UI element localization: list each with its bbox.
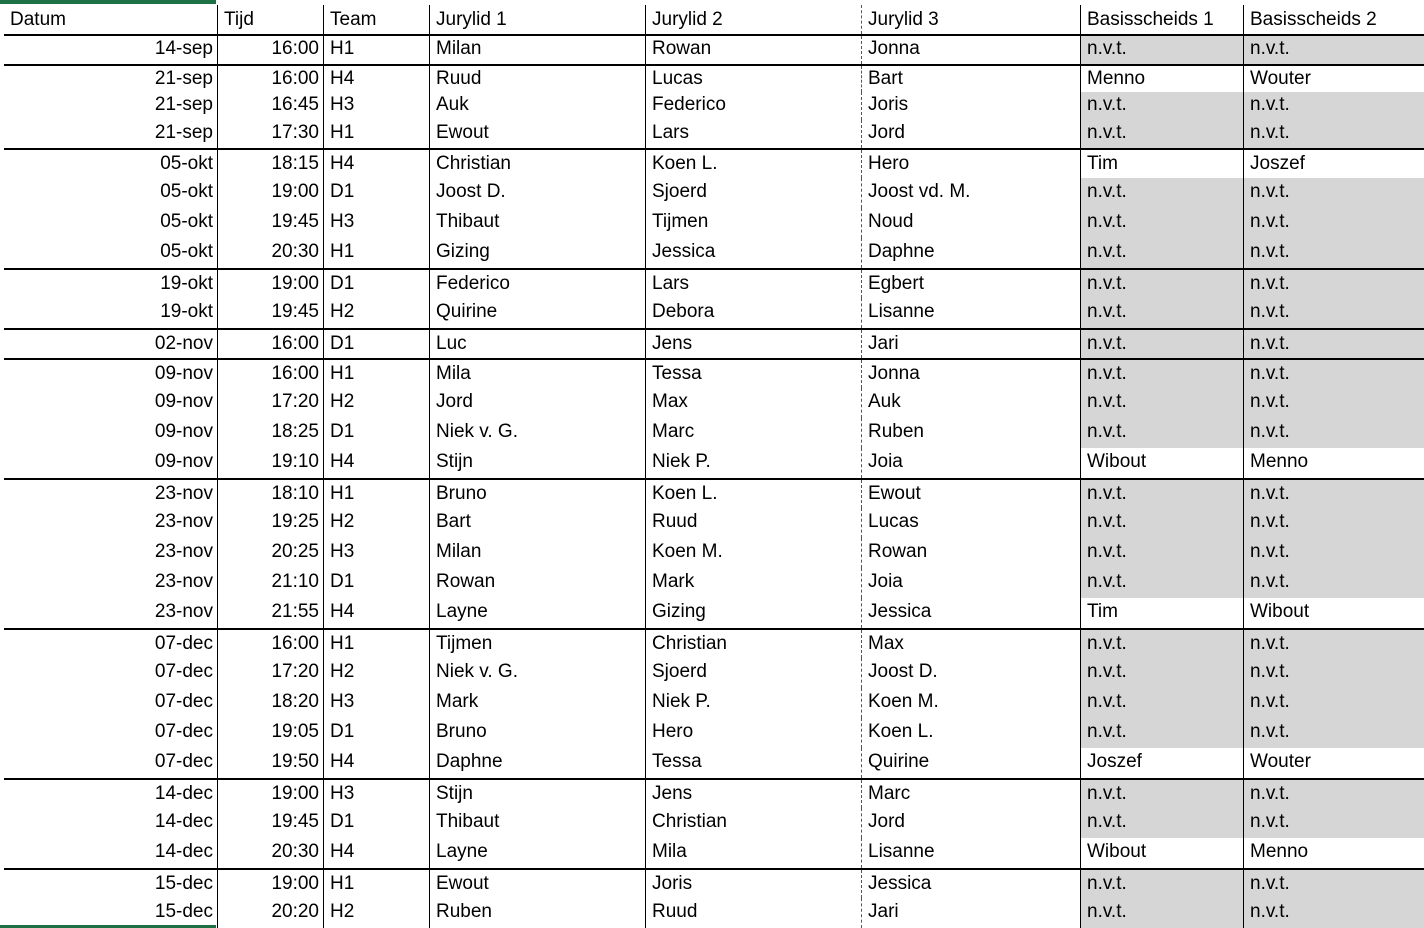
cell-datum[interactable]: 09-nov: [4, 360, 218, 388]
cell-basisscheids-2[interactable]: n.v.t.: [1244, 92, 1424, 120]
cell-basisscheids-1[interactable]: Tim: [1081, 150, 1244, 178]
cell-tijd[interactable]: 19:45: [218, 808, 324, 838]
cell-team[interactable]: H2: [324, 508, 430, 538]
cell-jurylid-1[interactable]: Joost D.: [430, 178, 646, 208]
cell-jurylid-1[interactable]: Bart: [430, 508, 646, 538]
cell-jurylid-1[interactable]: Stijn: [430, 448, 646, 478]
table-row: [4, 358, 1424, 388]
cell-jurylid-3[interactable]: Egbert: [862, 270, 1081, 298]
cell-datum[interactable]: 21-sep: [4, 66, 218, 92]
cell-basisscheids-2[interactable]: n.v.t.: [1244, 298, 1424, 328]
cell-basisscheids-1[interactable]: n.v.t.: [1081, 780, 1244, 808]
cell-basisscheids-2[interactable]: n.v.t.: [1244, 388, 1424, 418]
cell-jurylid-1[interactable]: Mila: [430, 360, 646, 388]
column-header-team[interactable]: Team: [324, 5, 430, 34]
cell-datum[interactable]: 07-dec: [4, 748, 218, 778]
table-row: [4, 178, 1424, 208]
cell-tijd[interactable]: 16:00: [218, 360, 324, 388]
cell-basisscheids-2[interactable]: n.v.t.: [1244, 718, 1424, 748]
cell-jurylid-2[interactable]: Tessa: [646, 360, 862, 388]
cell-basisscheids-2[interactable]: n.v.t.: [1244, 870, 1424, 898]
cell-datum[interactable]: 23-nov: [4, 538, 218, 568]
cell-jurylid-1[interactable]: Jord: [430, 388, 646, 418]
cell-team[interactable]: D1: [324, 568, 430, 598]
cell-jurylid-3[interactable]: Ruben: [862, 418, 1081, 448]
cell-jurylid-2[interactable]: Koen M.: [646, 538, 862, 568]
cell-tijd[interactable]: 21:55: [218, 598, 324, 628]
cell-datum[interactable]: 07-dec: [4, 630, 218, 658]
cell-team[interactable]: H1: [324, 360, 430, 388]
cell-team[interactable]: H3: [324, 688, 430, 718]
cell-jurylid-2[interactable]: Hero: [646, 718, 862, 748]
cell-jurylid-3[interactable]: Joia: [862, 568, 1081, 598]
cell-datum[interactable]: 19-okt: [4, 298, 218, 328]
cell-tijd[interactable]: 19:00: [218, 870, 324, 898]
cell-datum[interactable]: 05-okt: [4, 238, 218, 268]
cell-jurylid-2[interactable]: Christian: [646, 630, 862, 658]
cell-basisscheids-1[interactable]: n.v.t.: [1081, 508, 1244, 538]
cell-jurylid-3[interactable]: Koen L.: [862, 718, 1081, 748]
cell-team[interactable]: H4: [324, 66, 430, 92]
table-row: [4, 208, 1424, 238]
cell-basisscheids-2[interactable]: Wouter: [1250, 68, 1311, 89]
cell-basisscheids-2[interactable]: Joszef: [1250, 153, 1305, 174]
cell-team[interactable]: H4: [324, 448, 430, 478]
cell-basisscheids-2[interactable]: n.v.t.: [1244, 780, 1424, 808]
table-row: [4, 748, 1424, 778]
cell-jurylid-2[interactable]: Federico: [646, 92, 862, 120]
table-row: [4, 64, 1424, 92]
table-row: [4, 298, 1424, 328]
active-cell-indicator: [0, 0, 216, 4]
cell-jurylid-1[interactable]: Gizing: [430, 238, 646, 268]
cell-basisscheids-2[interactable]: n.v.t.: [1244, 120, 1424, 148]
cell-basisscheids-1[interactable]: n.v.t.: [1081, 568, 1244, 598]
cell-basisscheids-1[interactable]: n.v.t.: [1081, 208, 1244, 238]
cell-basisscheids-1[interactable]: n.v.t.: [1081, 538, 1244, 568]
cell-basisscheids-2[interactable]: n.v.t.: [1244, 480, 1424, 508]
cell-jurylid-2[interactable]: Niek P.: [646, 448, 862, 478]
cell-basisscheids-1[interactable]: n.v.t.: [1081, 270, 1244, 298]
cell-basisscheids-1[interactable]: n.v.t.: [1081, 238, 1244, 268]
cell-datum[interactable]: 05-okt: [4, 178, 218, 208]
cell-jurylid-2[interactable]: Sjoerd: [646, 178, 862, 208]
table-row: [4, 658, 1424, 688]
cell-tijd[interactable]: 19:45: [218, 208, 324, 238]
cell-jurylid-2[interactable]: Max: [646, 388, 862, 418]
cell-jurylid-1[interactable]: Quirine: [430, 298, 646, 328]
cell-basisscheids-2[interactable]: Menno: [1250, 451, 1309, 472]
cell-datum[interactable]: 14-dec: [4, 780, 218, 808]
column-header-j2[interactable]: Jurylid 2: [646, 5, 862, 34]
cell-jurylid-1[interactable]: Layne: [430, 598, 646, 628]
cell-basisscheids-2[interactable]: Menno: [1250, 841, 1309, 862]
cell-tijd[interactable]: 20:30: [218, 238, 324, 268]
cell-basisscheids-2[interactable]: n.v.t.: [1244, 538, 1424, 568]
table-row: [4, 808, 1424, 838]
cell-team[interactable]: H3: [324, 92, 430, 120]
cell-team[interactable]: H4: [324, 150, 430, 178]
cell-datum[interactable]: 05-okt: [4, 150, 218, 178]
cell-basisscheids-1[interactable]: n.v.t.: [1081, 688, 1244, 718]
cell-jurylid-1[interactable]: Auk: [430, 92, 646, 120]
cell-jurylid-3[interactable]: Jari: [862, 898, 1081, 928]
cell-basisscheids-1[interactable]: Menno: [1081, 66, 1244, 92]
cell-jurylid-1[interactable]: Ruud: [430, 66, 646, 92]
table-row: [4, 778, 1424, 808]
cell-basisscheids-2[interactable]: n.v.t.: [1244, 270, 1424, 298]
table-row: [4, 898, 1424, 928]
cell-jurylid-2[interactable]: Jessica: [646, 238, 862, 268]
table-row: [4, 538, 1424, 568]
cell-team[interactable]: D1: [324, 418, 430, 448]
cell-datum[interactable]: 09-nov: [4, 448, 218, 478]
cell-tijd[interactable]: 20:20: [218, 898, 324, 928]
cell-jurylid-2[interactable]: Mark: [646, 568, 862, 598]
cell-jurylid-3[interactable]: Hero: [862, 150, 1081, 178]
cell-jurylid-2[interactable]: Sjoerd: [646, 658, 862, 688]
table-row: [4, 418, 1424, 448]
cell-basisscheids-2[interactable]: n.v.t.: [1244, 568, 1424, 598]
cell-jurylid-1[interactable]: Christian: [430, 150, 646, 178]
cell-tijd[interactable]: 17:20: [218, 388, 324, 418]
cell-jurylid-1[interactable]: Thibaut: [430, 208, 646, 238]
cell-tijd[interactable]: 18:15: [218, 150, 324, 178]
cell-tijd[interactable]: 16:45: [218, 92, 324, 120]
cell-basisscheids-2[interactable]: n.v.t.: [1244, 418, 1424, 448]
cell-tijd[interactable]: 19:00: [218, 270, 324, 298]
cell-tijd[interactable]: 19:00: [218, 780, 324, 808]
cell-jurylid-3[interactable]: Rowan: [862, 538, 1081, 568]
cell-team[interactable]: H2: [324, 658, 430, 688]
cell-jurylid-3[interactable]: Lisanne: [862, 298, 1081, 328]
cell-jurylid-2[interactable]: Gizing: [646, 598, 862, 628]
cell-team[interactable]: D1: [324, 330, 430, 358]
cell-jurylid-2[interactable]: Niek P.: [646, 688, 862, 718]
cell-jurylid-1[interactable]: Ewout: [430, 870, 646, 898]
cell-jurylid-3[interactable]: Max: [862, 630, 1081, 658]
cell-jurylid-3[interactable]: Joris: [862, 92, 1081, 120]
cell-datum[interactable]: 23-nov: [4, 508, 218, 538]
cell-tijd[interactable]: 21:10: [218, 568, 324, 598]
table-row: [4, 718, 1424, 748]
cell-team[interactable]: H4: [324, 748, 430, 778]
cell-basisscheids-2[interactable]: Wouter: [1250, 751, 1311, 772]
cell-datum[interactable]: 21-sep: [4, 92, 218, 120]
cell-jurylid-2[interactable]: Tessa: [646, 748, 862, 778]
cell-tijd[interactable]: 18:25: [218, 418, 324, 448]
cell-basisscheids-1[interactable]: n.v.t.: [1081, 418, 1244, 448]
cell-jurylid-1[interactable]: Niek v. G.: [430, 418, 646, 448]
cell-team[interactable]: D1: [324, 718, 430, 748]
cell-jurylid-2[interactable]: Jens: [646, 330, 862, 358]
cell-jurylid-3[interactable]: Jord: [862, 808, 1081, 838]
cell-jurylid-3[interactable]: Lucas: [862, 508, 1081, 538]
table-row: [4, 388, 1424, 418]
cell-jurylid-2[interactable]: Lars: [646, 120, 862, 148]
table-row: [4, 868, 1424, 898]
column-header-tijd[interactable]: Tijd: [218, 5, 324, 34]
cell-basisscheids-1[interactable]: n.v.t.: [1081, 120, 1244, 148]
cell-basisscheids-1[interactable]: n.v.t.: [1081, 480, 1244, 508]
cell-basisscheids-2[interactable]: n.v.t.: [1244, 330, 1424, 358]
table-row: [4, 148, 1424, 178]
cell-jurylid-1[interactable]: Stijn: [430, 780, 646, 808]
cell-basisscheids-1[interactable]: n.v.t.: [1081, 870, 1244, 898]
cell-datum[interactable]: 19-okt: [4, 270, 218, 298]
cell-datum[interactable]: 23-nov: [4, 598, 218, 628]
cell-basisscheids-1[interactable]: n.v.t.: [1081, 360, 1244, 388]
cell-tijd[interactable]: 20:30: [218, 838, 324, 868]
cell-basisscheids-2[interactable]: n.v.t.: [1244, 360, 1424, 388]
cell-team[interactable]: H1: [324, 870, 430, 898]
cell-tijd[interactable]: 19:10: [218, 448, 324, 478]
cell-jurylid-3[interactable]: Jord: [862, 120, 1081, 148]
cell-jurylid-2[interactable]: Lucas: [646, 66, 862, 92]
cell-team[interactable]: H3: [324, 538, 430, 568]
cell-jurylid-2[interactable]: Lars: [646, 270, 862, 298]
cell-basisscheids-2[interactable]: n.v.t.: [1244, 208, 1424, 238]
cell-jurylid-2[interactable]: Marc: [646, 418, 862, 448]
cell-basisscheids-1[interactable]: Wibout: [1081, 838, 1244, 868]
table-row: [4, 268, 1424, 298]
cell-tijd[interactable]: 18:10: [218, 480, 324, 508]
cell-jurylid-3[interactable]: Koen M.: [862, 688, 1081, 718]
cell-jurylid-3[interactable]: Marc: [862, 780, 1081, 808]
cell-datum[interactable]: 23-nov: [4, 480, 218, 508]
cell-team[interactable]: D1: [324, 270, 430, 298]
table-row: [4, 328, 1424, 358]
cell-jurylid-1[interactable]: Thibaut: [430, 808, 646, 838]
cell-datum[interactable]: 07-dec: [4, 658, 218, 688]
table-row: [4, 508, 1424, 538]
cell-datum[interactable]: 21-sep: [4, 120, 218, 148]
column-header-datum[interactable]: Datum: [4, 5, 218, 34]
cell-basisscheids-1[interactable]: n.v.t.: [1081, 898, 1244, 928]
cell-team[interactable]: H2: [324, 898, 430, 928]
cell-jurylid-3[interactable]: Jessica: [862, 870, 1081, 898]
cell-jurylid-2[interactable]: Ruud: [646, 898, 862, 928]
cell-jurylid-3[interactable]: Auk: [862, 388, 1081, 418]
cell-jurylid-3[interactable]: Lisanne: [862, 838, 1081, 868]
cell-jurylid-1[interactable]: Luc: [430, 330, 646, 358]
cell-basisscheids-2[interactable]: n.v.t.: [1244, 898, 1424, 928]
table-row: [4, 478, 1424, 508]
cell-team[interactable]: H1: [324, 480, 430, 508]
cell-tijd[interactable]: 19:45: [218, 298, 324, 328]
cell-team[interactable]: H3: [324, 780, 430, 808]
cell-tijd[interactable]: 19:25: [218, 508, 324, 538]
cell-jurylid-3[interactable]: Quirine: [862, 748, 1081, 778]
cell-datum[interactable]: 14-sep: [4, 36, 218, 64]
cell-jurylid-2[interactable]: Mila: [646, 838, 862, 868]
cell-tijd[interactable]: 19:50: [218, 748, 324, 778]
cell-basisscheids-1[interactable]: n.v.t.: [1081, 36, 1244, 64]
table-row: [4, 238, 1424, 268]
cell-jurylid-2[interactable]: Debora: [646, 298, 862, 328]
cell-jurylid-3[interactable]: Joia: [862, 448, 1081, 478]
table-row: [4, 92, 1424, 120]
cell-team[interactable]: H2: [324, 388, 430, 418]
cell-jurylid-3[interactable]: Noud: [862, 208, 1081, 238]
cell-datum[interactable]: 14-dec: [4, 808, 218, 838]
cell-basisscheids-2[interactable]: Wibout: [1250, 601, 1310, 622]
cell-jurylid-3[interactable]: Jonna: [862, 360, 1081, 388]
cell-team[interactable]: H4: [324, 838, 430, 868]
cell-jurylid-2[interactable]: Tijmen: [646, 208, 862, 238]
cell-tijd[interactable]: 16:00: [218, 630, 324, 658]
cell-jurylid-3[interactable]: Ewout: [862, 480, 1081, 508]
table-row: [4, 36, 1424, 64]
table-row: [4, 568, 1424, 598]
header-row: [4, 5, 1424, 36]
column-header-j3[interactable]: Jurylid 3: [862, 5, 1081, 34]
cell-tijd[interactable]: 20:25: [218, 538, 324, 568]
cell-jurylid-3[interactable]: Joost vd. M.: [862, 178, 1081, 208]
cell-jurylid-1[interactable]: Federico: [430, 270, 646, 298]
cell-jurylid-1[interactable]: Milan: [430, 538, 646, 568]
cell-team[interactable]: H1: [324, 36, 430, 64]
cell-jurylid-1[interactable]: Ewout: [430, 120, 646, 148]
cell-jurylid-3[interactable]: Jari: [862, 330, 1081, 358]
cell-jurylid-3[interactable]: Daphne: [862, 238, 1081, 268]
cell-tijd[interactable]: 17:30: [218, 120, 324, 148]
cell-jurylid-1[interactable]: Layne: [430, 838, 646, 868]
cell-datum[interactable]: 07-dec: [4, 688, 218, 718]
cell-datum[interactable]: 15-dec: [4, 870, 218, 898]
cell-tijd[interactable]: 16:00: [218, 66, 324, 92]
column-header-b1[interactable]: Basisscheids 1: [1081, 5, 1244, 34]
cell-team[interactable]: D1: [324, 178, 430, 208]
cell-tijd[interactable]: 19:00: [218, 178, 324, 208]
cell-jurylid-1[interactable]: Ruben: [430, 898, 646, 928]
cell-basisscheids-1[interactable]: n.v.t.: [1081, 630, 1244, 658]
cell-basisscheids-2[interactable]: n.v.t.: [1244, 808, 1424, 838]
cell-jurylid-1[interactable]: Rowan: [430, 568, 646, 598]
cell-basisscheids-1[interactable]: Tim: [1081, 598, 1244, 628]
cell-basisscheids-1[interactable]: n.v.t.: [1081, 808, 1244, 838]
cell-datum[interactable]: 02-nov: [4, 330, 218, 358]
cell-team[interactable]: H2: [324, 298, 430, 328]
cell-jurylid-2[interactable]: Rowan: [646, 36, 862, 64]
cell-basisscheids-2[interactable]: n.v.t.: [1244, 658, 1424, 688]
cell-team[interactable]: H1: [324, 238, 430, 268]
cell-basisscheids-2[interactable]: n.v.t.: [1244, 630, 1424, 658]
table-row: [4, 628, 1424, 658]
cell-basisscheids-2[interactable]: n.v.t.: [1244, 178, 1424, 208]
table-row: [4, 120, 1424, 148]
cell-jurylid-3[interactable]: Jonna: [862, 36, 1081, 64]
cell-tijd[interactable]: 19:05: [218, 718, 324, 748]
cell-team[interactable]: D1: [324, 808, 430, 838]
cell-team[interactable]: H4: [324, 598, 430, 628]
cell-datum[interactable]: 15-dec: [4, 898, 218, 928]
cell-jurylid-2[interactable]: Koen L.: [646, 150, 862, 178]
cell-jurylid-2[interactable]: Ruud: [646, 508, 862, 538]
cell-basisscheids-2[interactable]: n.v.t.: [1244, 36, 1424, 64]
table-row: [4, 598, 1424, 628]
cell-jurylid-1[interactable]: Daphne: [430, 748, 646, 778]
cell-team[interactable]: H1: [324, 630, 430, 658]
cell-jurylid-2[interactable]: Jens: [646, 780, 862, 808]
cell-datum[interactable]: 09-nov: [4, 418, 218, 448]
cell-datum[interactable]: 14-dec: [4, 838, 218, 868]
cell-datum[interactable]: 07-dec: [4, 718, 218, 748]
cell-basisscheids-1[interactable]: n.v.t.: [1081, 658, 1244, 688]
cell-basisscheids-1[interactable]: n.v.t.: [1081, 178, 1244, 208]
cell-jurylid-1[interactable]: Tijmen: [430, 630, 646, 658]
cell-basisscheids-2[interactable]: n.v.t.: [1244, 688, 1424, 718]
table-row: [4, 688, 1424, 718]
cell-basisscheids-1[interactable]: n.v.t.: [1081, 92, 1244, 120]
cell-tijd[interactable]: 16:00: [218, 330, 324, 358]
cell-jurylid-2[interactable]: Joris: [646, 870, 862, 898]
column-header-b2[interactable]: Basisscheids 2: [1250, 9, 1377, 30]
cell-tijd[interactable]: 16:00: [218, 36, 324, 64]
cell-basisscheids-1[interactable]: n.v.t.: [1081, 330, 1244, 358]
cell-basisscheids-1[interactable]: n.v.t.: [1081, 298, 1244, 328]
cell-jurylid-1[interactable]: Bruno: [430, 718, 646, 748]
column-header-j1[interactable]: Jurylid 1: [430, 5, 646, 34]
cell-tijd[interactable]: 18:20: [218, 688, 324, 718]
table-row: [4, 838, 1424, 868]
cell-jurylid-3[interactable]: Bart: [862, 66, 1081, 92]
cell-basisscheids-1[interactable]: n.v.t.: [1081, 718, 1244, 748]
cell-basisscheids-1[interactable]: n.v.t.: [1081, 388, 1244, 418]
cell-datum[interactable]: 09-nov: [4, 388, 218, 418]
cell-tijd[interactable]: 17:20: [218, 658, 324, 688]
cell-jurylid-2[interactable]: Koen L.: [646, 480, 862, 508]
cell-jurylid-1[interactable]: Bruno: [430, 480, 646, 508]
cell-basisscheids-1[interactable]: Joszef: [1081, 748, 1244, 778]
cell-basisscheids-2[interactable]: n.v.t.: [1244, 508, 1424, 538]
cell-basisscheids-2[interactable]: n.v.t.: [1244, 238, 1424, 268]
cell-jurylid-1[interactable]: Niek v. G.: [430, 658, 646, 688]
cell-jurylid-2[interactable]: Christian: [646, 808, 862, 838]
cell-jurylid-3[interactable]: Jessica: [862, 598, 1081, 628]
cell-team[interactable]: H1: [324, 120, 430, 148]
cell-jurylid-1[interactable]: Mark: [430, 688, 646, 718]
cell-jurylid-1[interactable]: Milan: [430, 36, 646, 64]
cell-basisscheids-1[interactable]: Wibout: [1081, 448, 1244, 478]
cell-datum[interactable]: 23-nov: [4, 568, 218, 598]
cell-team[interactable]: H3: [324, 208, 430, 238]
table-row: [4, 448, 1424, 478]
cell-jurylid-3[interactable]: Joost D.: [862, 658, 1081, 688]
cell-datum[interactable]: 05-okt: [4, 208, 218, 238]
